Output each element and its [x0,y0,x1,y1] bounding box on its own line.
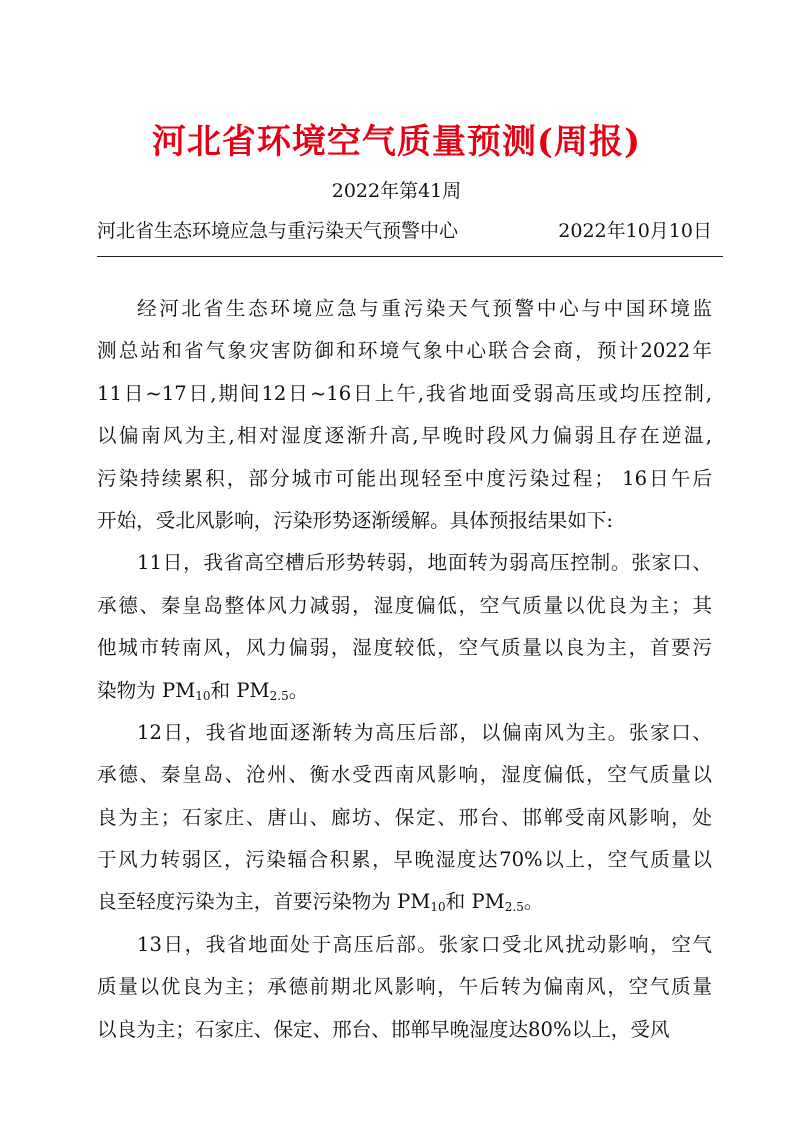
text-line [97,1009,712,1051]
text-line [97,415,712,457]
text-line [97,797,712,839]
paragraph [97,712,712,924]
text-line [97,924,712,966]
text-segment: 12日，我省地面逐渐转为高压后部，以偏南风为主。张家口、 [137,720,712,744]
text-line [97,288,712,330]
text-line [97,966,712,1008]
text-segment: 13日，我省地面处于高压后部。张家口受北风扰动影响，空气 [137,932,712,956]
text-segment: 。 [523,890,544,914]
issue-number: 2022年第41周 [331,180,462,202]
header-divider [97,256,723,257]
report-body [97,288,712,1051]
paragraph [97,288,712,542]
text-segment: 和 PM [210,678,270,702]
paragraph [97,542,712,712]
text-line [97,754,712,796]
text-line [97,500,712,542]
text-segment: 开始，受北风影响，污染形势逐渐缓解。具体预报结果如下: [97,508,614,532]
text-segment: 质量以优良为主；承德前期北风影响，午后转为偏南风，空气质量 [97,975,712,999]
text-segment: 承德、秦皇岛、沧州、衡水受西南风影响，湿度偏低，空气质量以 [97,763,712,787]
text-segment: 以偏南风为主,相对湿度逐渐升高,早晚时段风力偏弱且存在逆温, [97,424,712,448]
text-segment: 他城市转南风，风力偏弱，湿度较低，空气质量以良为主，首要污 [97,636,712,660]
text-segment: 。 [288,678,309,702]
text-line [97,839,712,881]
text-segment: 承德、秦皇岛整体风力减弱，湿度偏低，空气质量以优良为主；其 [97,593,712,617]
issuer: 河北省生态环境应急与重污染天气预警中心 [97,220,459,242]
report-meta [97,216,712,243]
text-segment: 11日~17日,期间12日~16日上午,我省地面受弱高压或均压控制, [97,381,712,405]
report-title: 河北省环境空气质量预测(周报) [151,122,642,162]
subscript: 10 [195,688,211,703]
subscript: 2.5 [269,688,289,703]
text-segment: 染物为 PM [97,678,196,702]
text-segment: 良为主；石家庄、唐山、廊坊、保定、邢台、邯郸受南风影响，处 [97,805,712,829]
text-segment: 于风力转弱区，污染辐合积累，早晚湿度达70%以上，空气质量以 [97,848,712,872]
text-line [97,542,712,584]
text-line [97,458,712,500]
text-segment: 经河北省生态环境应急与重污染天气预警中心与中国环境监 [137,297,712,320]
text-line [97,373,712,415]
text-segment: 11日，我省高空槽后形势转弱，地面转为弱高压控制。张家口、 [137,551,712,575]
text-line [97,330,712,372]
text-line [97,712,712,754]
paragraph [97,924,712,1051]
report-date: 2022年10月10日 [558,220,712,242]
text-line [97,881,712,923]
text-segment: 污染持续累积，部分城市可能出现轻至中度污染过程； 16日午后 [97,466,712,490]
subscript: 10 [430,900,446,915]
text-line [97,670,712,712]
text-segment: 良至轻度污染为主，首要污染物为 PM [97,890,431,914]
subscript: 2.5 [504,900,524,915]
text-line [97,585,712,627]
text-line [97,627,712,669]
text-segment: 以良为主；石家庄、保定、邢台、邯郸早晚湿度达80%以上，受风 [97,1017,670,1041]
text-segment: 测总站和省气象灾害防御和环境气象中心联合会商，预计2022年 [97,339,712,363]
text-segment: 和 PM [445,890,505,914]
